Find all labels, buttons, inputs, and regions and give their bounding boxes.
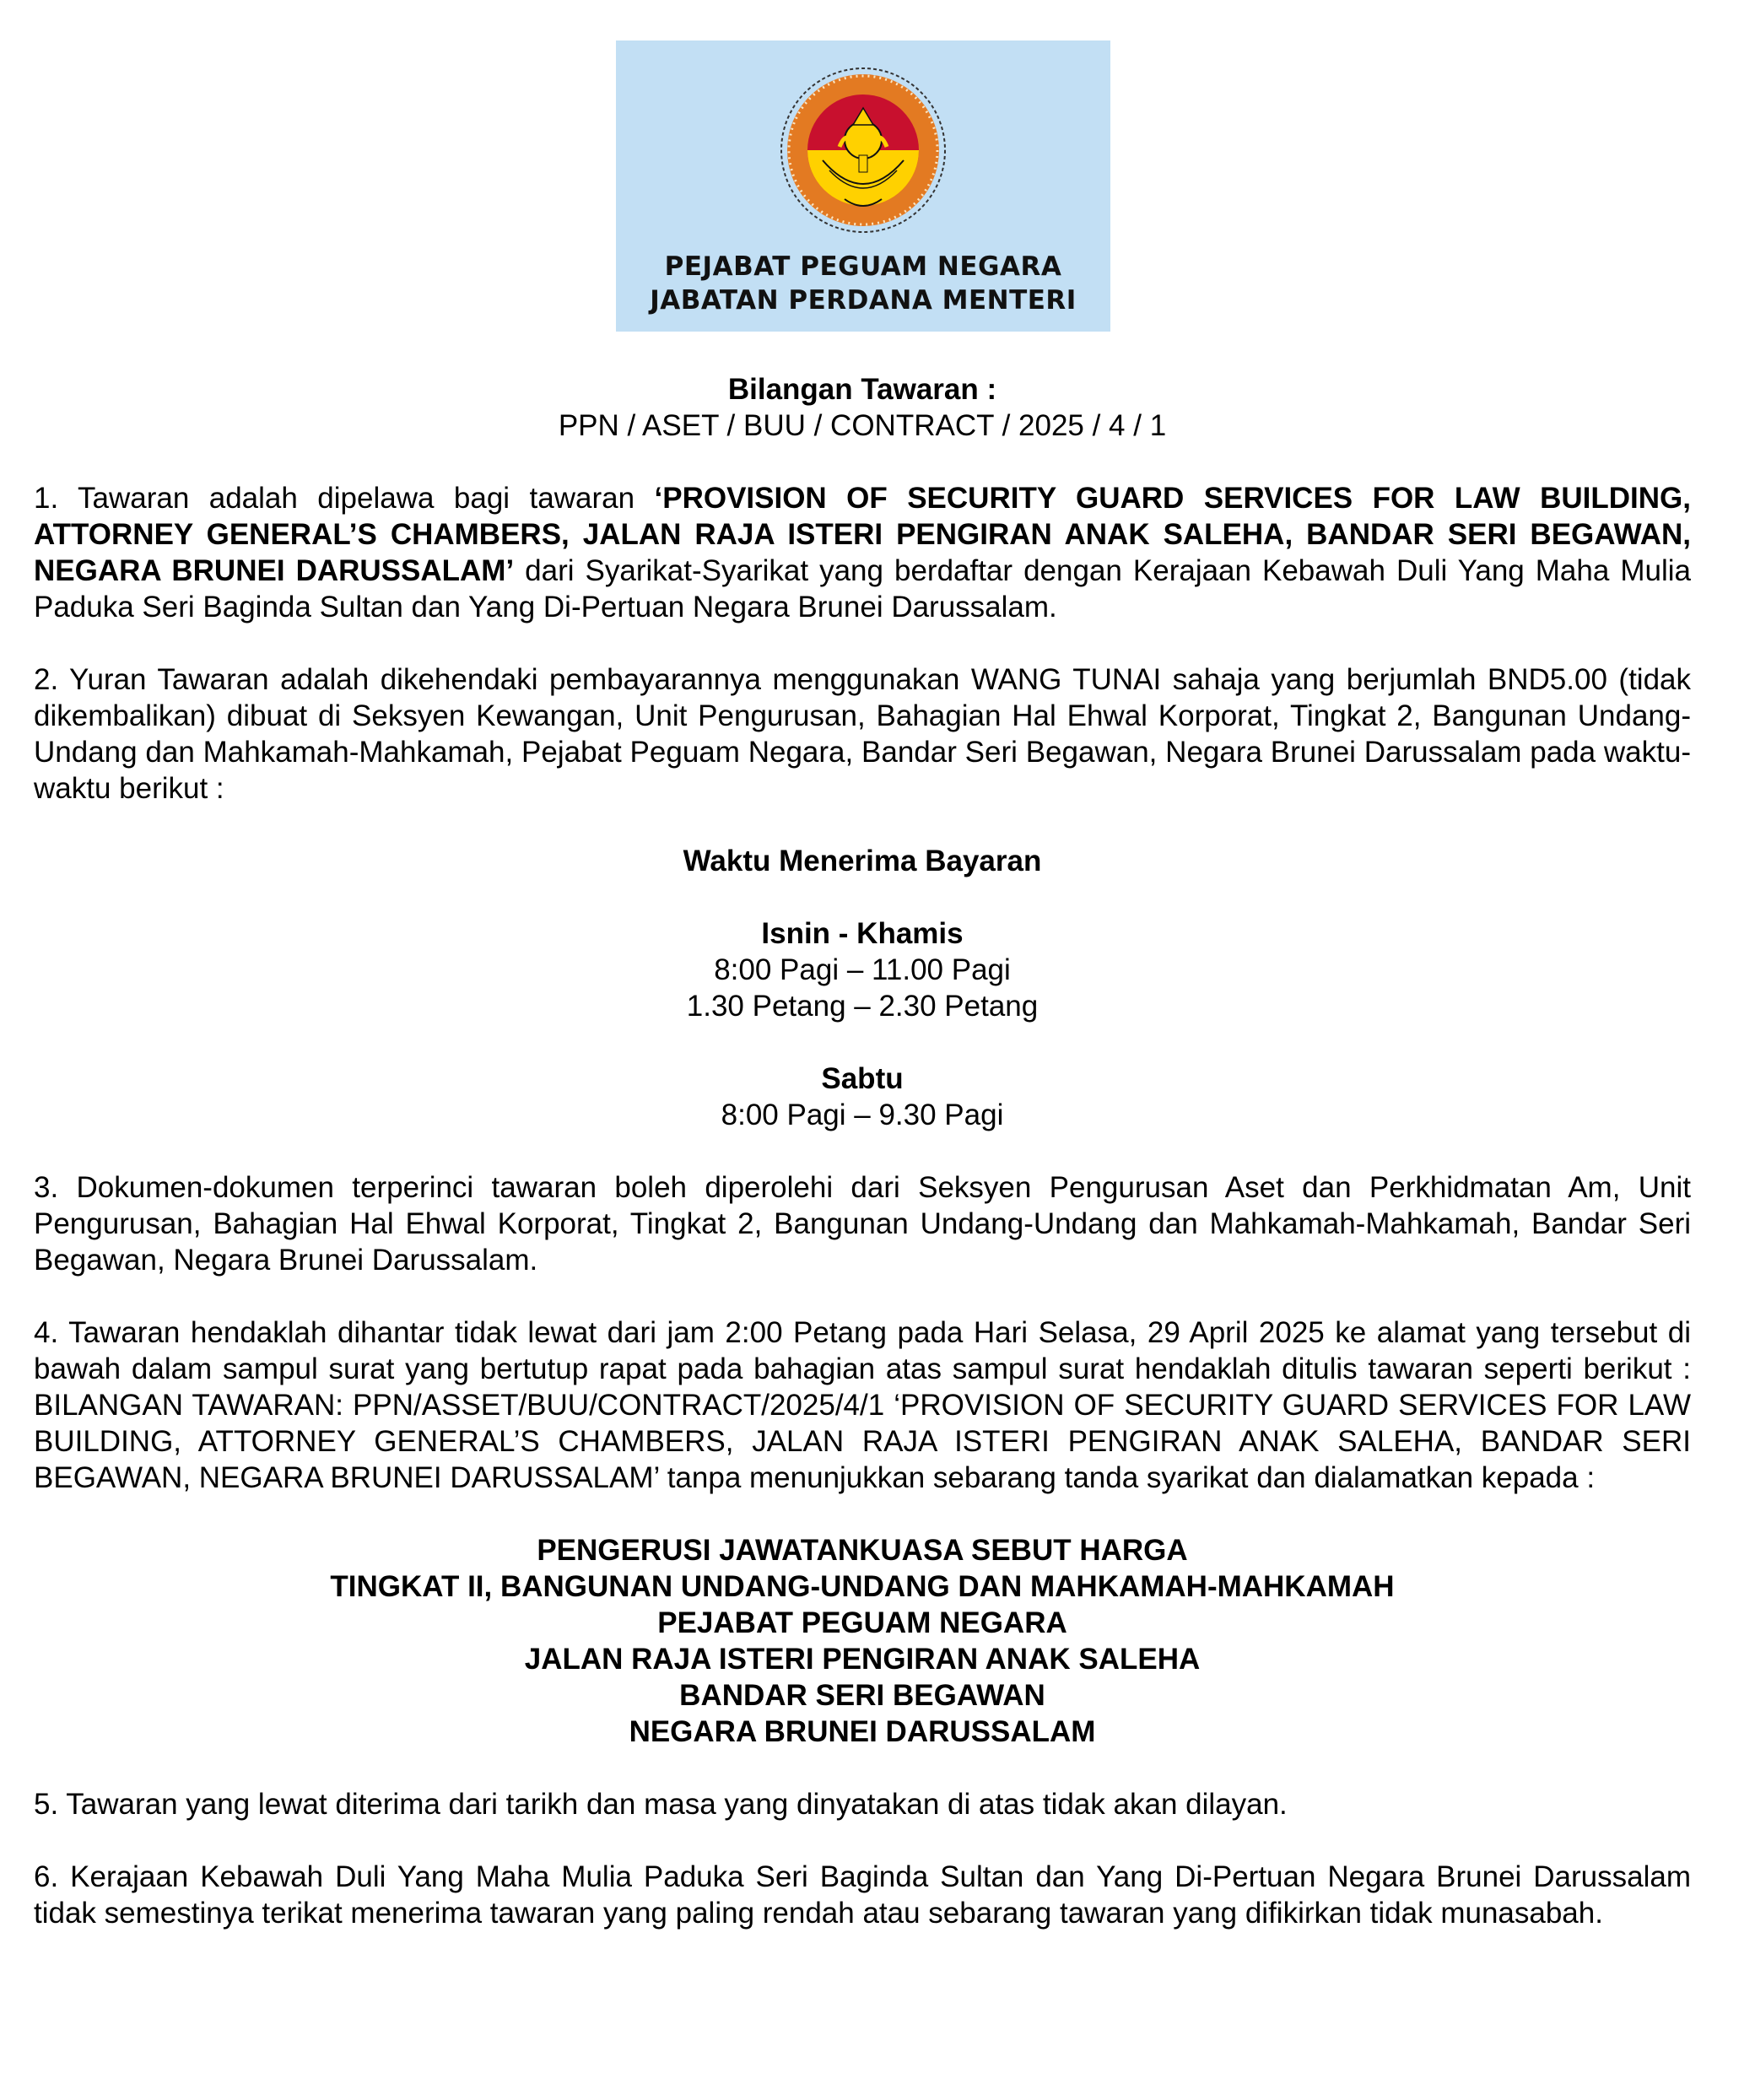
paragraph-1 (34, 480, 1691, 625)
paragraph-5: 5. Tawaran yang lewat diterima dari tarikh dan masa yang dinyatakan di atas tidak akan dilayan. (34, 1788, 1288, 1821)
address-line: PENGERUSI JAWATANKUASA SEBUT HARGA (537, 1534, 1188, 1567)
paragraph-4: 4. Tawaran hendaklah dihantar tidak lewat dari jam 2:00 Petang pada Hari Selasa, 29 April 2025 ke alamat yang tersebut di bawah dalam sampul surat yang bertutup rapat pada bahagian atas sampul surat hendaklah ditulis tawaran seperti berikut : BILANGAN TAWARAN: PPN/ASSET/BUU/CONTRACT/2025/4/1 ‘PROVISION OF SECURITY GUARD SERVICES FOR LAW BUILDING, ATTORNEY GENERAL’S CHAMBERS, JALAN RAJA ISTERI PENGIRAN ANAK SALEHA, BANDAR SERI BEGAWAN, NEGARA BRUNEI DARUSSALAM’ tanpa menunjukkan sebarang tanda syarikat dan dialamatkan kepada : (34, 1316, 1691, 1494)
weekday-time-slot: 1.30 Petang – 2.30 Petang (686, 990, 1039, 1023)
address-line: TINGKAT II, BANGUNAN UNDANG-UNDANG DAN MAHKAMAH-MAHKAMAH (330, 1570, 1395, 1603)
header-banner (616, 40, 1110, 332)
org-name-line-1: PEJABAT PEGUAM NEGARA (664, 251, 1062, 282)
saturday-label: Sabtu (821, 1062, 904, 1095)
schedule-heading: Waktu Menerima Bayaran (683, 845, 1042, 877)
address-line: PEJABAT PEGUAM NEGARA (657, 1606, 1067, 1639)
paragraph-6: 6. Kerajaan Kebawah Duli Yang Maha Mulia Paduka Seri Baginda Sultan dan Yang Di-Pertuan Negara Brunei Darussalam tidak semestinya terikat menerima tawaran yang paling rendah atau sebarang tawaran yang difikirkan tidak munasabah. (34, 1860, 1691, 1930)
offer-number-label: Bilangan Tawaran : (727, 373, 997, 406)
offer-number: PPN / ASET / BUU / CONTRACT / 2025 / 4 / 1 (558, 409, 1167, 442)
saturday-time-slot: 8:00 Pagi – 9.30 Pagi (721, 1099, 1004, 1131)
weekday-label: Isnin - Khamis (761, 917, 964, 950)
paragraph-1-lead: 1. Tawaran adalah dipelawa bagi tawaran (34, 482, 655, 515)
paragraph-3: 3. Dokumen-dokumen terperinci tawaran boleh diperolehi dari Seksyen Pengurusan Aset dan Perkhidmatan Am, Unit Pengurusan, Bahagian Hal Ehwal Korporat, Tingkat 2, Bangunan Undang-Undang dan Mahkamah-Mahkamah, Bandar Seri Begawan, Negara Brunei Darussalam. (34, 1171, 1691, 1277)
agc-emblem-logo (779, 66, 948, 235)
tender-title: ‘PROVISION OF SECURITY GUARD SERVICES FOR LAW BUILDING, ATTORNEY GENERAL’S CHAMBERS, JALAN RAJA ISTERI PENGIRAN ANAK SALEHA, BANDAR SERI BEGAWAN, NEGARA BRUNEI DARUSSALAM’ (34, 482, 1691, 587)
document-body (34, 371, 1691, 1931)
weekday-time-slot: 8:00 Pagi – 11.00 Pagi (714, 953, 1011, 986)
org-name-line-2: JABATAN PERDANA MENTERI (650, 285, 1077, 316)
address-line: JALAN RAJA ISTERI PENGIRAN ANAK SALEHA (524, 1643, 1201, 1676)
address-line: BANDAR SERI BEGAWAN (679, 1679, 1045, 1712)
address-line: NEGARA BRUNEI DARUSSALAM (629, 1715, 1096, 1748)
paragraph-1-rest: dari Syarikat-Syarikat yang berdaftar dengan Kerajaan Kebawah Duli Yang Maha Mulia Paduka Seri Baginda Sultan dan Yang Di-Pertuan Negara Brunei Darussalam. (34, 554, 1691, 624)
paragraph-2: 2. Yuran Tawaran adalah dikehendaki pembayarannya menggunakan WANG TUNAI sahaja yang berjumlah BND5.00 (tidak dikembalikan) dibuat di Seksyen Kewangan, Unit Pengurusan, Bahagian Hal Ehwal Korporat, Tingkat 2, Bangunan Undang-Undang dan Mahkamah-Mahkamah, Pejabat Peguam Negara, Bandar Seri Begawan, Negara Brunei Darussalam pada waktu-waktu berikut : (34, 663, 1691, 805)
delivery-address (34, 1532, 1691, 1750)
